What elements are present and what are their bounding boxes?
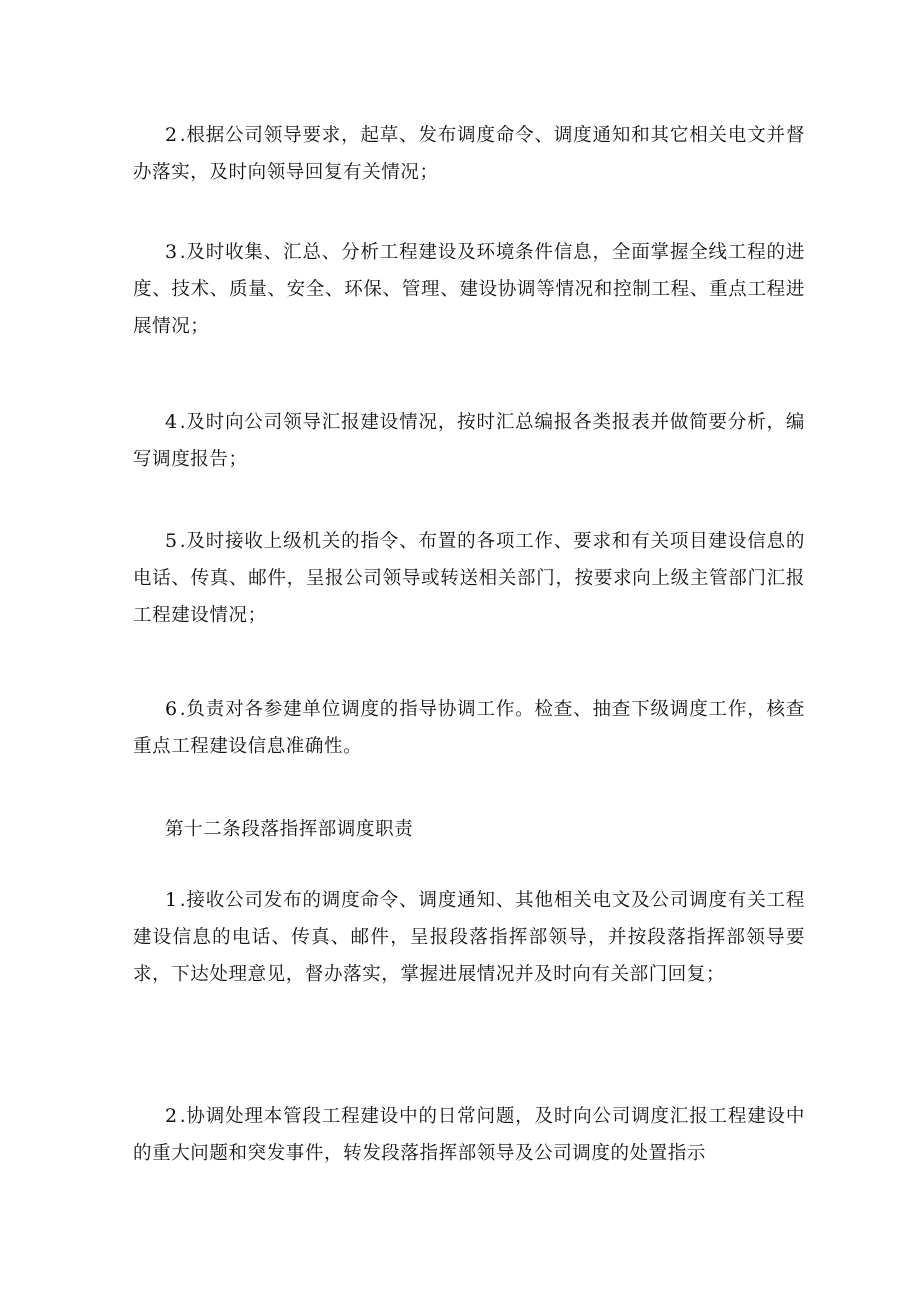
paragraph-text: .及时接收上级机关的指令、布置的各项工作、要求和有关项目建设信息的电话、传真、邮件，呈报公司领导或转送相关部门，按要求向上级主管部门汇报工程建设情况； <box>133 531 805 626</box>
paragraph-text: .接收公司发布的调度命令、调度通知、其他相关电文及公司调度有关工程建设信息的电话、传真、邮件，呈报段落指挥部领导，并按段落指挥部领导要求，下达处理意见，督办落实，掌握进展情况并及时向有关部门回复； <box>133 890 805 985</box>
paragraph-text: .负责对各参建单位调度的指导协调工作。检查、抽查下级调度工作，核查重点工程建设信息准确性。 <box>133 699 805 757</box>
paragraph-number: 2 <box>165 124 178 146</box>
paragraph-item-4 <box>133 404 805 478</box>
paragraph-text: .根据公司领导要求，起草、发布调度命令、调度通知和其它相关电文并督办落实，及时向领导回复有关情况； <box>133 125 805 183</box>
paragraph-text: .及时收集、汇总、分析工程建设及环境条件信息，全面掌握全线工程的进度、技术、质量、安全、环保、管理、建设协调等情况和控制工程、重点工程进展情况； <box>133 242 805 337</box>
paragraph-item-6 <box>133 691 805 765</box>
section-heading <box>133 811 805 848</box>
paragraph-number: 5 <box>165 530 178 552</box>
paragraph-item-2 <box>133 117 805 191</box>
paragraph-number: 6 <box>165 698 178 720</box>
sub-paragraph-item-2 <box>133 1098 805 1172</box>
section-heading-text: 第十二条段落指挥部调度职责 <box>165 819 414 840</box>
paragraph-number: 2 <box>165 1105 178 1127</box>
paragraph-number: 1 <box>165 889 178 911</box>
paragraph-number: 3 <box>165 241 178 263</box>
paragraph-number: 4 <box>165 411 178 433</box>
sub-paragraph-item-1 <box>133 882 805 993</box>
paragraph-item-5 <box>133 523 805 634</box>
paragraph-text: .及时向公司领导汇报建设情况，按时汇总编报各类报表并做简要分析，编写调度报告； <box>133 412 805 470</box>
paragraph-text: .协调处理本管段工程建设中的日常问题，及时向公司调度汇报工程建设中的重大问题和突发事件，转发段落指挥部领导及公司调度的处置指示 <box>133 1106 805 1164</box>
paragraph-item-3 <box>133 234 805 345</box>
